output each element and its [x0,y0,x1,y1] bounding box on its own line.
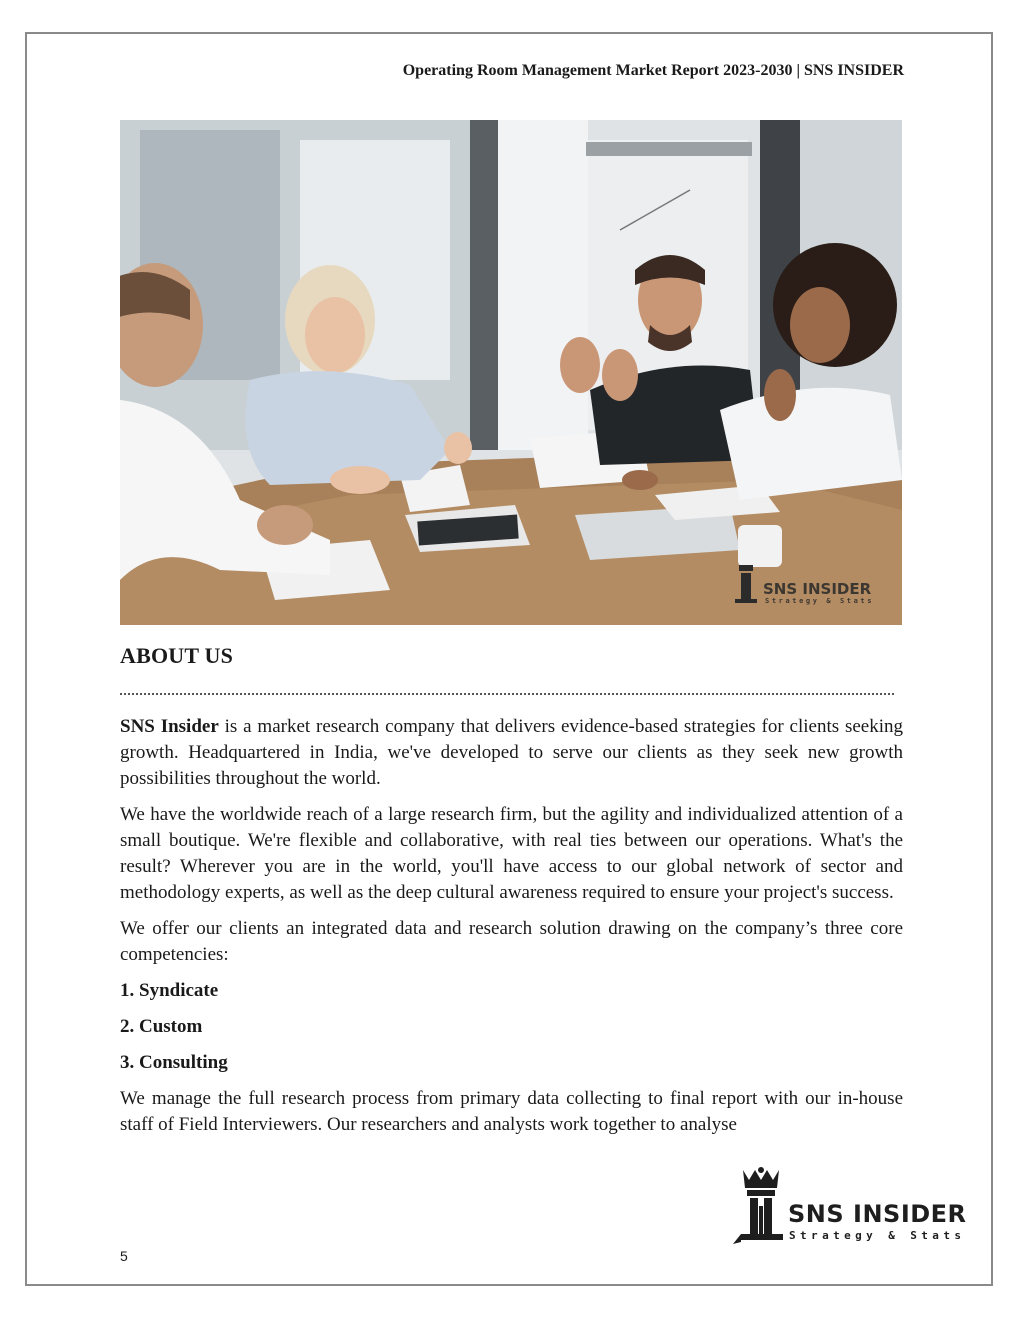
dotted-divider [120,693,894,695]
logo-tagline: Strategy & Stats [789,1229,966,1242]
page-number: 5 [120,1248,128,1264]
intro-text: is a market research company that delivers evidence-based strategies for clients seeking growth. Headquartered in India, we've developed to serve our clients as they seek new growth possibilities throughout the world. [120,716,904,789]
about-content [120,714,903,1148]
intro-paragraph [120,714,903,792]
competency-custom: 2. Custom [120,1016,203,1037]
about-us-heading: ABOUT US [120,643,234,668]
sns-insider-logo [733,1166,973,1246]
logo-title: SNS INSIDER [788,1200,967,1228]
chess-rook-icon [733,1166,793,1246]
photo-watermark-title: SNS INSIDER [763,580,872,598]
company-name: SNS Insider [120,716,219,737]
process-paragraph: We manage the full research process from primary data collecting to final report with our in-house staff of Field Interviewers. Our researchers and analysts work together to analyse [120,1088,903,1135]
photo-watermark-subtitle: Strategy & Stats [765,597,875,605]
reach-paragraph: We have the worldwide reach of a large research firm, but the agility and individualized attention of a small boutique. We're flexible and collaborative, with real ties between our operations. What's the result? Wherever you are in the world, you'll have access to our global network of sector and methodology experts, as well as the deep cultural awareness required to ensure your project's success. [120,804,903,903]
report-header: Operating Room Management Market Report 2023-2030 | SNS INSIDER [402,62,904,79]
offer-paragraph: We offer our clients an integrated data and research solution drawing on the company’s three core competencies: [120,918,903,965]
competency-syndicate: 1. Syndicate [120,980,219,1001]
meeting-photo [120,120,902,625]
competency-consulting: 3. Consulting [120,1052,228,1073]
